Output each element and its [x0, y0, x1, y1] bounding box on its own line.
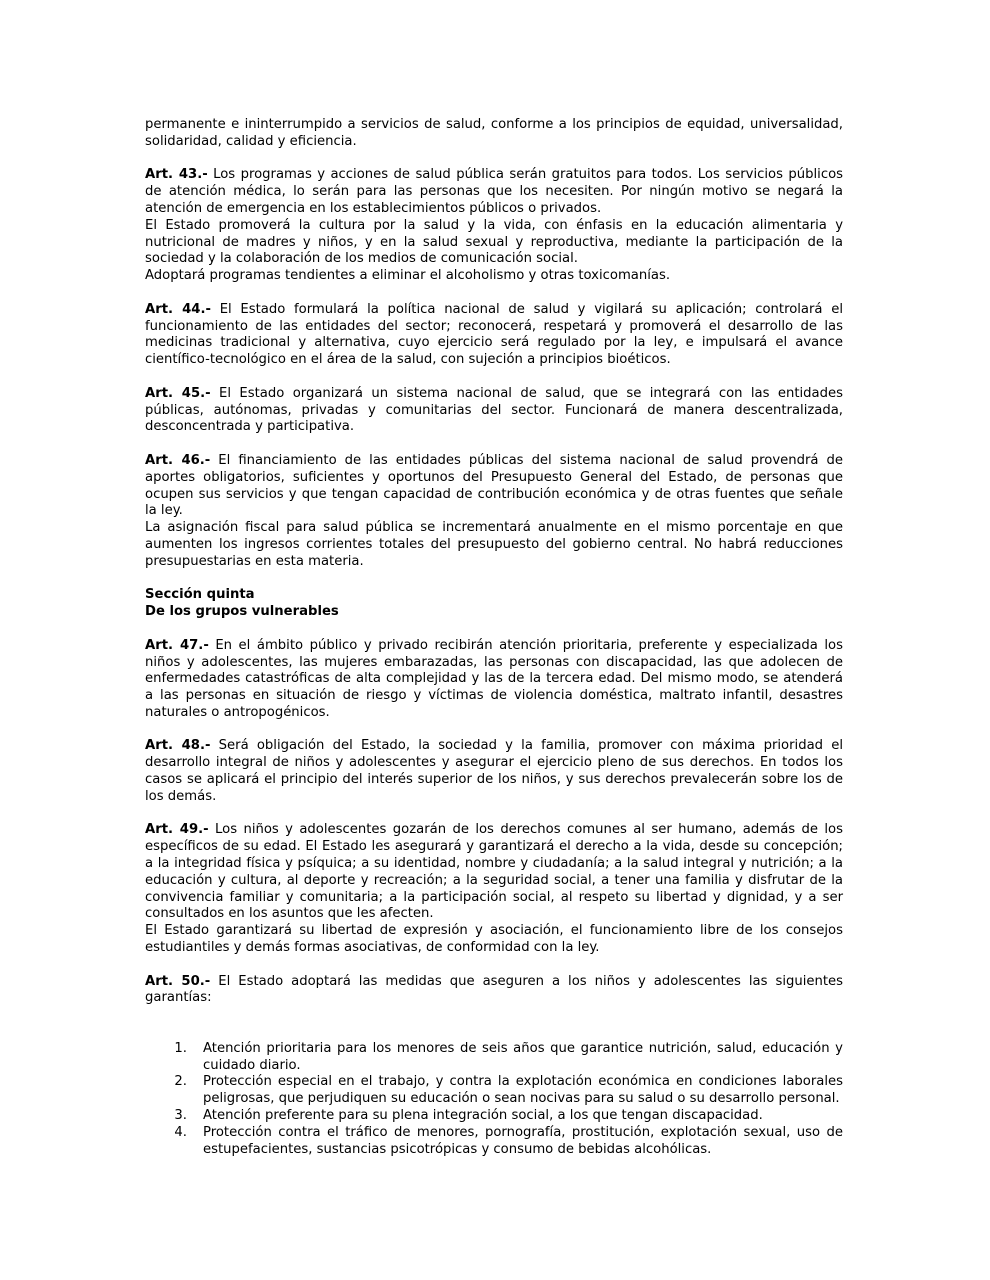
art43-paragraph-1 [145, 167, 843, 217]
spacer [145, 151, 843, 168]
art43-label: Art. 43.- [145, 167, 208, 183]
spacer [145, 285, 843, 302]
art49-paragraph-1 [145, 822, 843, 923]
list-item [145, 1125, 843, 1159]
art48-paragraph-1 [145, 738, 843, 805]
list-item-text: Protección especial en el trabajo, y contra la explotación económica en condiciones laborales peligrosas, que perjudiquen su educación o sean nocivas para su salud o su desarrollo personal. [203, 1074, 843, 1107]
art43-text-1: Los programas y acciones de salud pública serán gratuitos para todos. Los servicios públicos de atención médica, lo serán para las personas que los necesiten. Por ningún motivo se negará la atención de emergencia en los establecimientos públicos o privados. [145, 167, 844, 216]
spacer [145, 1007, 843, 1024]
art45-label: Art. 45.- [145, 385, 211, 401]
section-heading-line-2: De los grupos vulnerables [145, 604, 339, 620]
spacer [145, 957, 843, 974]
list-item-number: 4. [174, 1124, 187, 1140]
garantias-list [145, 1041, 843, 1159]
list-item [145, 1074, 843, 1108]
art49-text-1: Los niños y adolescentes gozarán de los derechos comunes al ser humano, además de los específicos de su edad. El Estado les asegurará y garantizará el derecho a la vida, desde su concepción; a la integridad física y psíquica; a su identidad, nombre y ciudadanía; a la salud integral y nutrición; a la educación y cultura, al deporte y recreación; a la seguridad social, a tener una familia y disfrutar de la convivencia familiar y comunitaria; a la participación social, al respeto su libertad y dignidad, y a ser consultados en los asuntos que les afecten. [145, 822, 843, 922]
art45-text-1: El Estado organizará un sistema nacional de salud, que se integrará con las entidades públicas, autónomas, privadas y comunitarias del sector. Funcionará de manera descentralizada, desconcentrada y participativa. [145, 385, 843, 435]
spacer [145, 806, 843, 823]
list-item [145, 1108, 843, 1125]
spacer [145, 621, 843, 638]
list-item-text: Atención prioritaria para los menores de seis años que garantice nutrición, salud, educación y cuidado diario. [203, 1040, 843, 1073]
art47-label: Art. 47.- [145, 637, 209, 653]
list-item-text: Protección contra el tráfico de menores, pornografía, prostitución, explotación sexual, uso de estupefacientes, sustancias psicotrópicas y consumo de bebidas alcohólicas. [203, 1124, 843, 1157]
art50-label: Art. 50.- [145, 973, 211, 989]
art46-paragraph-2: La asignación fiscal para salud pública se incrementará anualmente en el mismo porcentaje en que aumenten los ingresos corrientes totales del presupuesto del gobierno central. No habrá reducciones presupuestarias en esta materia. [145, 520, 843, 569]
art48-label: Art. 48.- [145, 738, 211, 754]
art46-label: Art. 46.- [145, 452, 211, 468]
list-item [145, 1041, 843, 1075]
spacer [145, 436, 843, 453]
art50-text-1: El Estado adoptará las medidas que aseguren a los niños y adolescentes las siguientes garantías: [145, 973, 844, 1006]
list-item-number: 3. [174, 1108, 187, 1124]
art50-paragraph-1 [145, 974, 843, 1008]
section-heading-line-1: Sección quinta [145, 587, 255, 603]
art44-text-1: El Estado formulará la política nacional de salud y vigilará su aplicación; controlará el funcionamiento de las entidades del sector; reconocerá, respetará y promoverá el desarrollo de las medicinas tradicional y alternativa, cuyo ejercicio será regulado por la ley, e impulsará el avance científico-tecnológico en el área de la salud, con sujeción a principios bioéticos. [145, 301, 844, 368]
art44-paragraph-1 [145, 302, 843, 369]
art48-text-1: Será obligación del Estado, la sociedad y la familia, promover con máxima prioridad el desarrollo integral de niños y adolescentes y asegurar el ejercicio pleno de sus derechos. En todos los casos se aplicará el principio del interés superior de los niños, y sus derechos prevalecerán sobre los de los demás. [145, 738, 843, 804]
list-item-text: Atención preferente para su plena integración social, a los que tengan discapacidad. [203, 1108, 763, 1124]
art49-paragraph-2: El Estado garantizará su libertad de expresión y asociación, el funcionamiento libre de los consejos estudiantiles y demás formas asociativas, de conformidad con la ley. [145, 923, 843, 956]
spacer [145, 369, 843, 386]
art43-paragraph-3: Adoptará programas tendientes a eliminar el alcoholismo y otras toxicomanías. [145, 268, 671, 284]
art46-paragraph-1 [145, 453, 843, 520]
spacer [145, 722, 843, 739]
art45-paragraph-1 [145, 386, 843, 436]
art43-paragraph-2: El Estado promoverá la cultura por la salud y la vida, con énfasis en la educación alimentaria y nutricional de madres y niños, y en la salud sexual y reproductiva, mediante la participación de la sociedad y la colaboración de los medios de comunicación social. [145, 217, 843, 267]
intro-paragraph: permanente e ininterrumpido a servicios de salud, conforme a los principios de equidad, universalidad, solidaridad, calidad y eficiencia. [145, 117, 843, 149]
art47-text-1: En el ámbito público y privado recibirán atención prioritaria, preferente y especializada los niños y adolescentes, las mujeres embarazadas, las personas con discapacidad, las que adolecen de enfermedades catastróficas de alta complejidad y las de la tercera edad. Del mismo modo, se atenderá a las personas en situación de riesgo y víctimas de violencia doméstica, maltrato infantil, desastres naturales o antropogénicos. [145, 637, 843, 720]
art44-label: Art. 44.- [145, 301, 211, 317]
art47-paragraph-1 [145, 638, 843, 722]
spacer [145, 571, 843, 588]
list-item-number: 1. [174, 1040, 187, 1056]
document-page [145, 117, 843, 1158]
list-item-number: 2. [174, 1074, 187, 1090]
art46-text-1: El financiamiento de las entidades públicas del sistema nacional de salud provendrá de aportes obligatorios, suficientes y oportunos del Presupuesto General del Estado, de personas que ocupen sus servicios y que tengan capacidad de contribución económica y de otras fuentes que señale la ley. [145, 452, 843, 519]
spacer [145, 1024, 843, 1041]
art49-label: Art. 49.- [145, 822, 209, 838]
